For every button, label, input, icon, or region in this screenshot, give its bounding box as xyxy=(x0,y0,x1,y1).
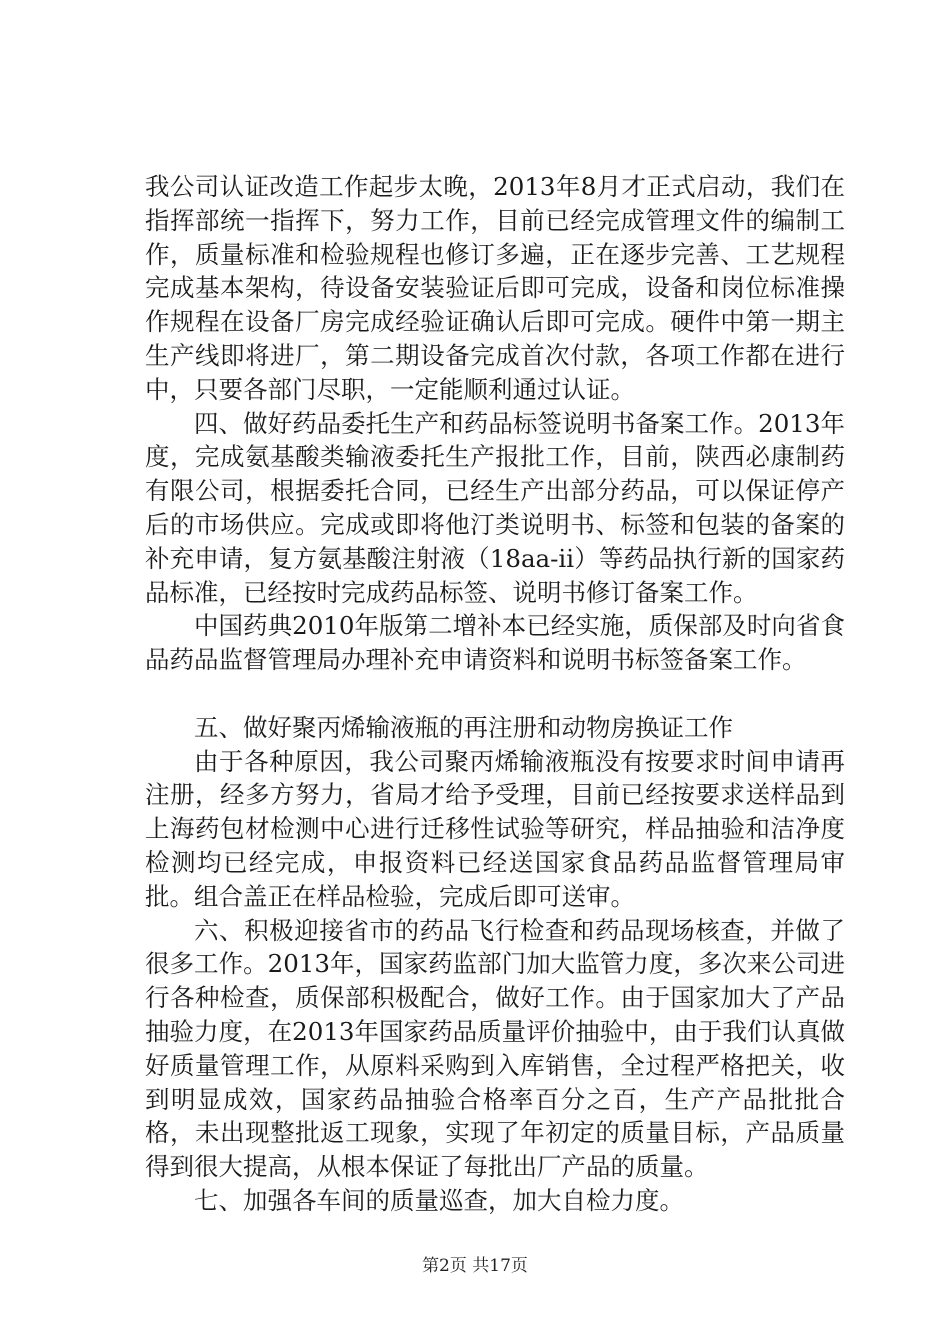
paragraph-certification: 我公司认证改造工作起步太晚，2013年8月才正式启动，我们在指挥部统一指挥下，努力工作，目前已经完成管理文件的编制工作，质量标准和检验规程也修订多遍，正在逐步完善、工艺规程完成基本架构，待设备安装验证后即可完成，设备和岗位标准操作规程在设备厂房完成经验证确认后即可完成。硬件中第一期主生产线即将进厂，第二期设备完成首次付款，各项工作都在进行中，只要各部门尽职，一定能顺利通过认证。 xyxy=(145,172,845,404)
document-body xyxy=(145,170,845,1218)
paragraph-pharmacopoeia: 中国药典2010年版第二增补本已经实施，质保部及时向省食品药品监督管理局办理补充申请资料和说明书标签备案工作。 xyxy=(145,611,845,675)
paragraph-section-five-body: 由于各种原因，我公司聚丙烯输液瓶没有按要求时间申请再注册，经多方努力，省局才给予受理，目前已经按要求送样品到上海药包材检测中心进行迁移性试验等研究，样品抽验和洁净度检测均已经完成，申报资料已经送国家食品药品监督管理局审批。组合盖正在样品检验，完成后即可送审。 xyxy=(145,746,845,911)
paragraph-section-six: 六、积极迎接省市的药品飞行检查和药品现场核查，并做了很多工作。2013年，国家药监部门加大监管力度，多次来公司进行各种检查，质保部积极配合，做好工作。由于国家加大了产品抽验力度，在2013年国家药品质量评价抽验中，由于我们认真做好质量管理工作，从原料采购到入库销售，全过程严格把关，收到明显成效，国家药品抽验合格率百分之百，生产产品批批合格，未出现整批返工现象，实现了年初定的质量目标，产品质量得到很大提高，从根本保证了每批出厂产品的质量。 xyxy=(145,915,845,1182)
page-number-footer: 第2页 共17页 xyxy=(422,1256,528,1276)
heading-section-five: 五、做好聚丙烯输液瓶的再注册和动物房换证工作 xyxy=(194,712,733,742)
heading-section-seven: 七、加强各车间的质量巡查，加大自检力度。 xyxy=(194,1185,684,1215)
paragraph-gap xyxy=(145,677,845,711)
paragraph-section-four: 四、做好药品委托生产和药品标签说明书备案工作。2013年度，完成氨基酸类输液委托生产报批工作，目前，陕西必康制药有限公司，根据委托合同，已经生产出部分药品，可以保证停产后的市场供应。完成或即将他汀类说明书、标签和包装的备案的补充申请，复方氨基酸注射液（18aa-ii）等药品执行新的国家药品标准，已经按时完成药品标签、说明书修订备案工作。 xyxy=(145,408,845,607)
